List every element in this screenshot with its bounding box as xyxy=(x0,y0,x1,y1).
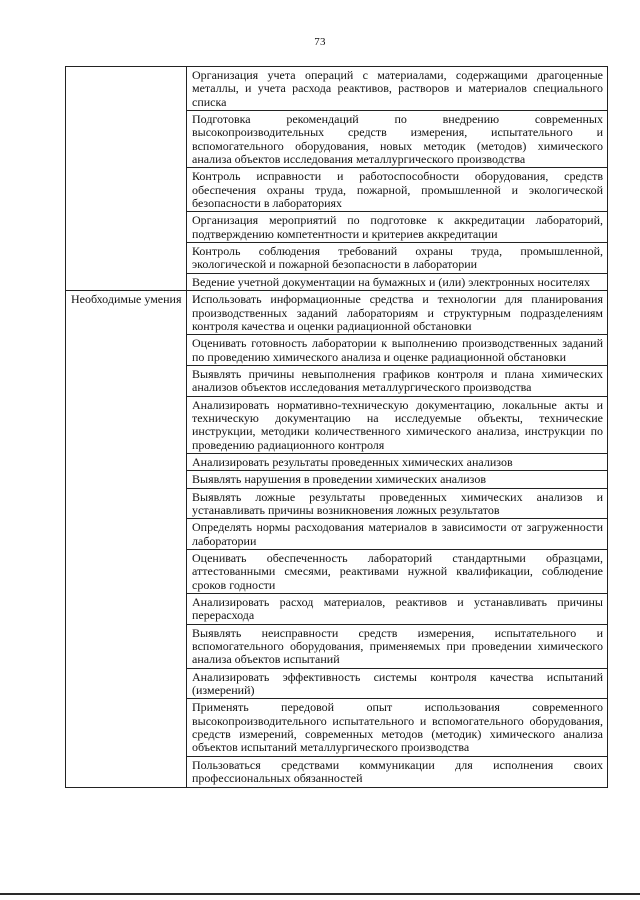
competency-table xyxy=(65,66,608,788)
requirement-item: Организация мероприятий по подготовке к аккредитации лабораторий, подтверждению компетентности и критериев аккредитации xyxy=(187,212,608,243)
requirement-item: Анализировать эффективность системы контроля качества испытаний (измерений) xyxy=(187,668,608,699)
requirement-item: Анализировать результаты проведенных химических анализов xyxy=(187,453,608,470)
requirement-item: Ведение учетной документации на бумажных и (или) электронных носителях xyxy=(187,273,608,290)
requirement-item: Организация учета операций с материалами, содержащими драгоценные металлы, и учета расхода реактивов, растворов и материалов специального списка xyxy=(187,67,608,111)
requirement-item: Анализировать нормативно-техническую документацию, локальные акты и техническую документацию на исследуемые объекты, технические инструкции, методики количественного химического анализа, инструкции по проведению радиационного контроля xyxy=(187,396,608,453)
requirement-item: Оценивать готовность лаборатории к выполнению производственных заданий по проведению химического анализа и оценке радиационной обстановки xyxy=(187,335,608,366)
requirement-item: Выявлять неисправности средств измерения, испытательного и вспомогательного оборудования, применяемых при проведении химического анализа объектов испытаний xyxy=(187,624,608,668)
requirement-item: Контроль исправности и работоспособности оборудования, средств обеспечения охраны труда, пожарной, промышленной и экологической безопасности в лабораториях xyxy=(187,168,608,212)
requirement-item: Выявлять причины невыполнения графиков контроля и плана химических анализов объектов исследования металлургического производства xyxy=(187,365,608,396)
requirement-item: Контроль соблюдения требований охраны труда, промышленной, экологической и пожарной безопасности в лаборатории xyxy=(187,243,608,274)
requirement-item: Использовать информационные средства и технологии для планирования производственных заданий лабораториям и структурным подразделениям контроля качества и оценки радиационной обстановки xyxy=(187,291,608,335)
requirement-item: Подготовка рекомендаций по внедрению современных высокопроизводительных средств измерения, испытательного и вспомогательного оборудования, новых методик (методов) химического анализа объектов исследования металлургического производства xyxy=(187,111,608,168)
requirement-item: Анализировать расход материалов, реактивов и устанавливать причины перерасхода xyxy=(187,594,608,625)
requirement-item: Определять нормы расходования материалов в зависимости от загруженности лаборатории xyxy=(187,519,608,550)
page-number: 73 xyxy=(314,36,326,48)
requirement-item: Применять передовой опыт использования современного высокопроизводительного испытательного и вспомогательного оборудования, средств измерений, современных методов (методик) химического анализа объектов испытаний металлургического производства xyxy=(187,699,608,756)
requirement-item: Оценивать обеспеченность лабораторий стандартными образцами, аттестованными смесями, реактивами нужной квалификации, соблюдение сроков годности xyxy=(187,550,608,594)
table-row xyxy=(66,67,608,111)
requirement-item: Выявлять ложные результаты проведенных химических анализов и устанавливать причины возникновения ложных результатов xyxy=(187,488,608,519)
section-label: Необходимые умения xyxy=(66,291,187,787)
requirement-item: Выявлять нарушения в проведении химических анализов xyxy=(187,471,608,488)
scan-edge-line xyxy=(0,893,640,895)
table-row xyxy=(66,291,608,335)
requirement-item: Пользоваться средствами коммуникации для исполнения своих профессиональных обязанностей xyxy=(187,756,608,787)
section-label xyxy=(66,67,187,291)
